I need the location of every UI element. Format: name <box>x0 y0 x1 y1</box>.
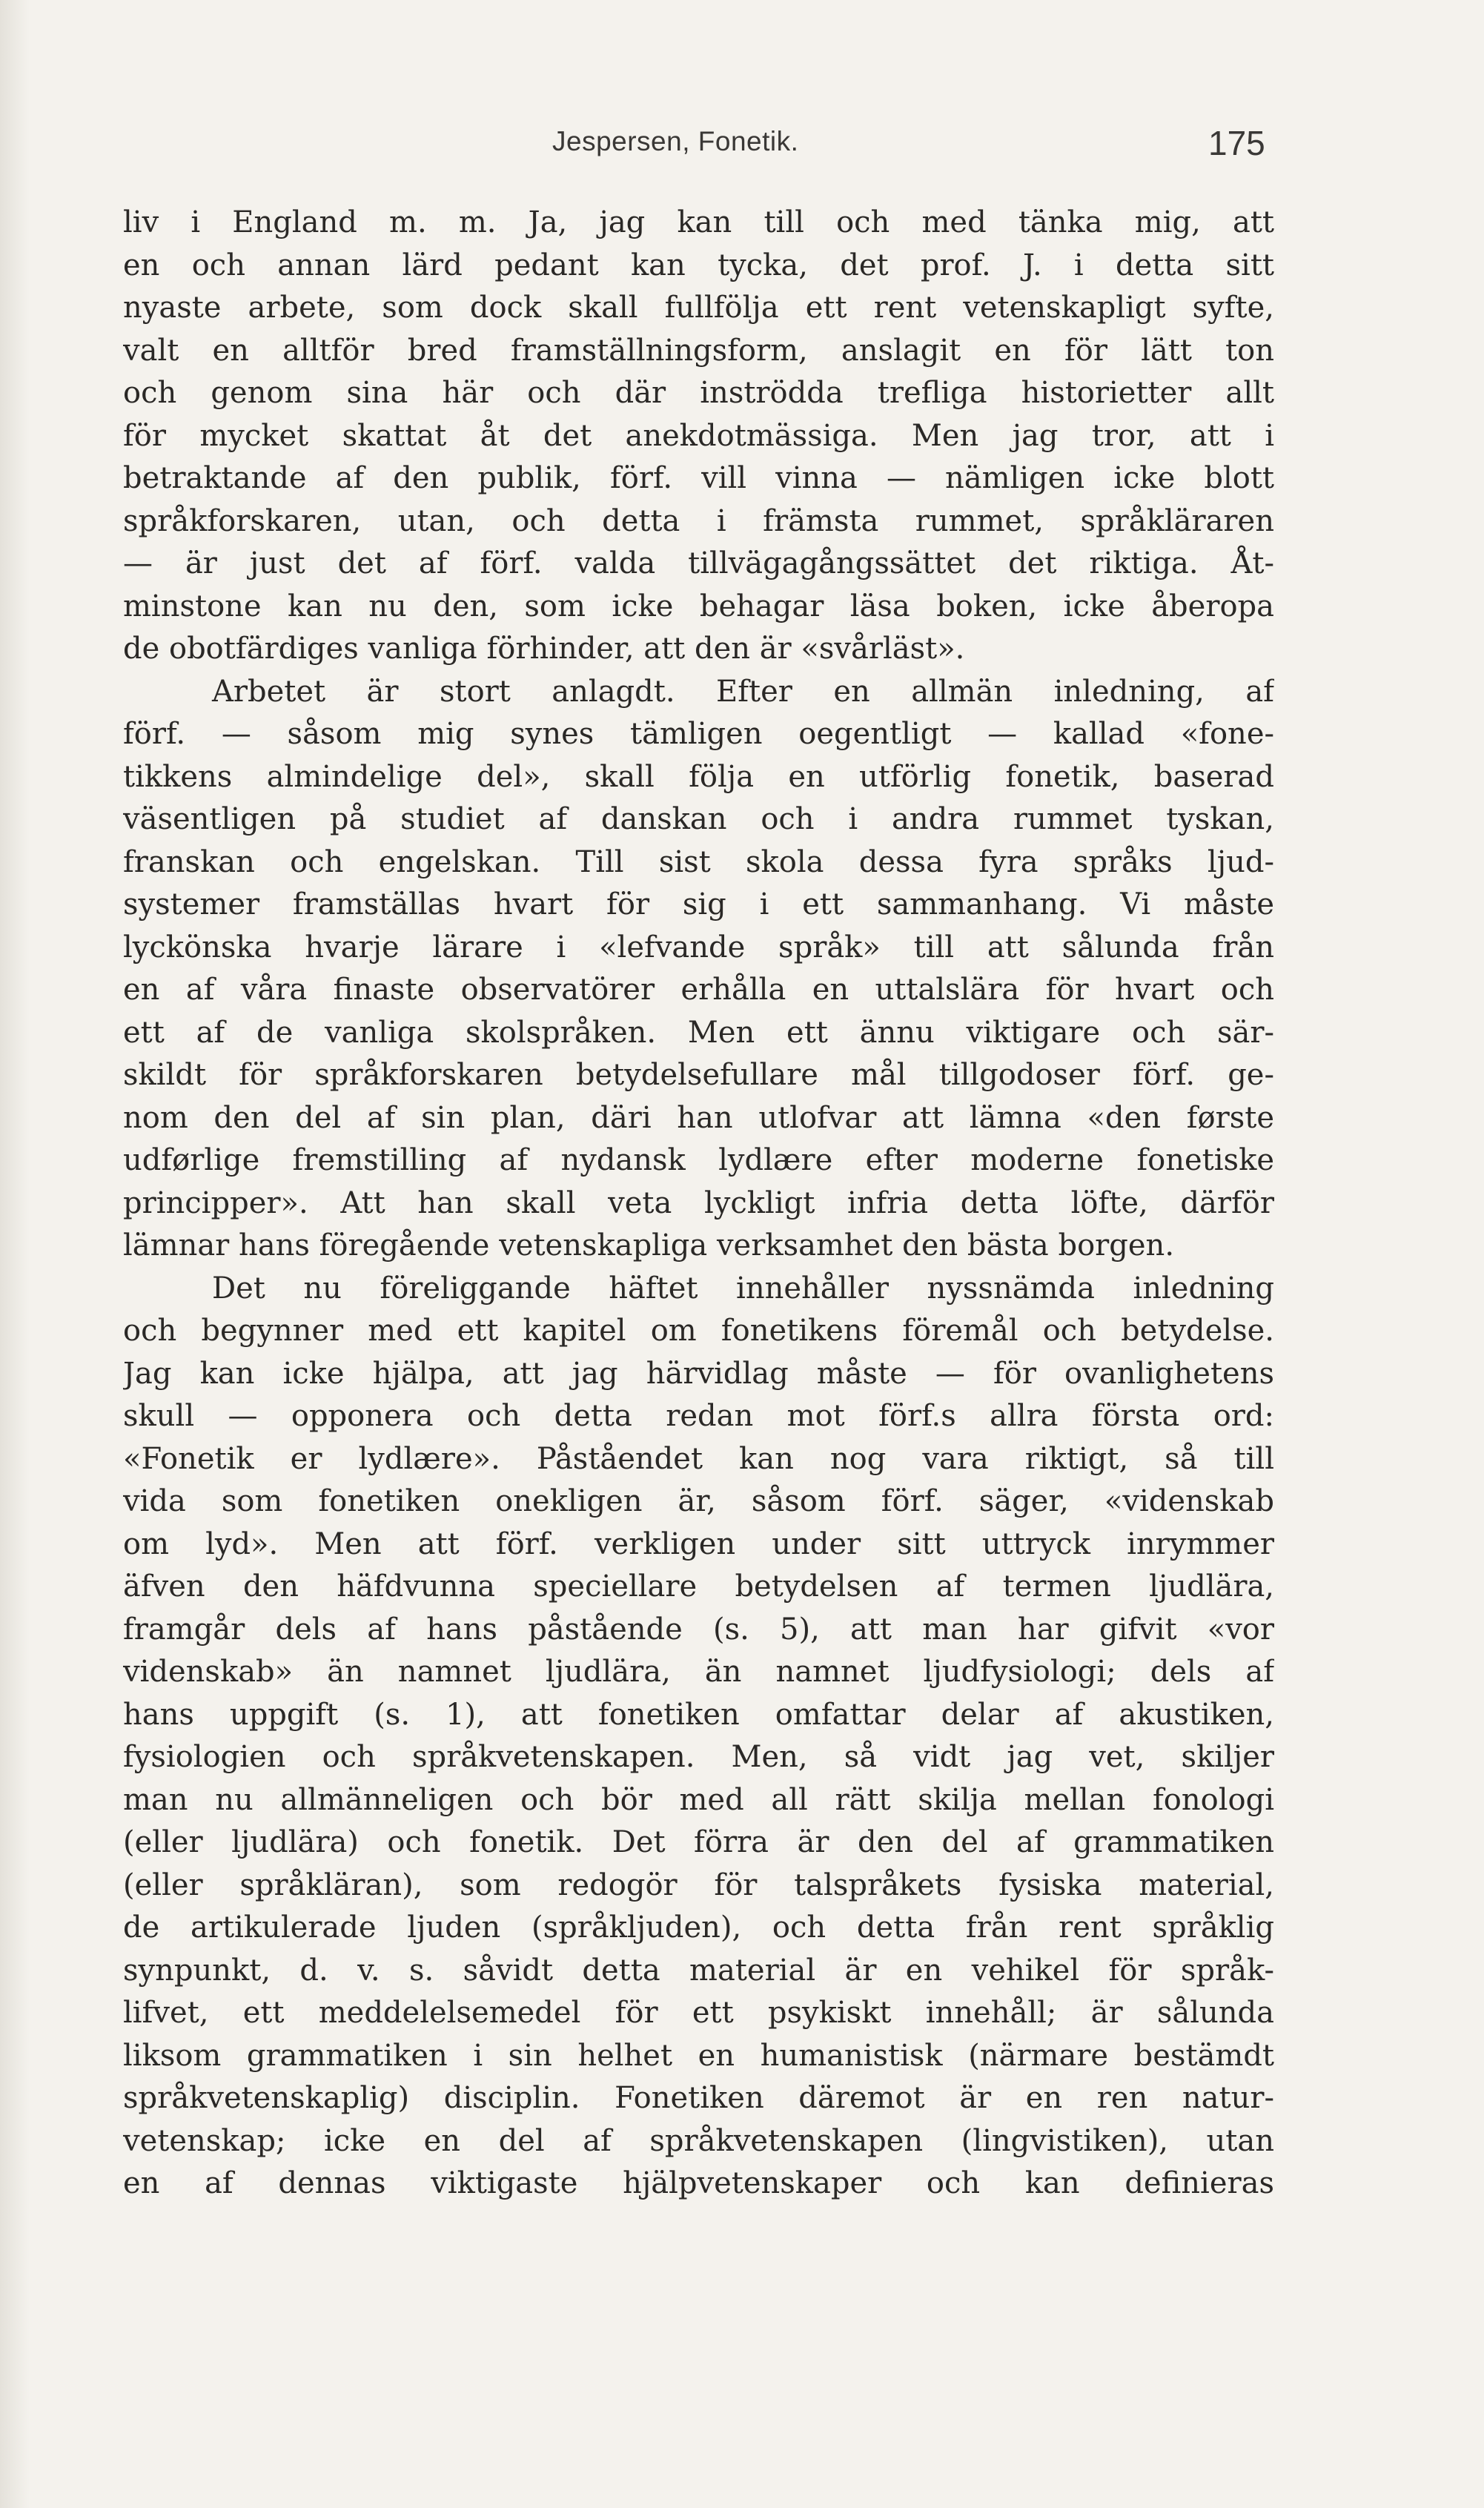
text-line: fysiologien och språkvetenskapen. Men, så vidt jag vet, skiljer <box>123 1740 1274 1774</box>
text-line: Jag kan icke hjälpa, att jag härvidlag måste — för ovanlighetens <box>123 1356 1274 1391</box>
text-line: väsentligen på studiet af danskan och i andra rummet tyskan, <box>123 802 1274 836</box>
text-line: (eller språkläran), som redogör för talspråkets fysiska material, <box>123 1867 1274 1902</box>
text-line: vetenskap; icke en del af språkvetenskapen (lingvistiken), utan <box>123 2123 1274 2158</box>
text-line: för mycket skattat åt det anekdotmässiga. Men jag tror, att i <box>123 418 1274 453</box>
text-line: «Fonetik er lydlære». Påståendet kan nog vara riktigt, så till <box>123 1441 1274 1476</box>
text-line: principper». Att han skall veta lyckligt infria detta löfte, därför <box>123 1185 1274 1220</box>
body-text <box>123 202 1274 2206</box>
text-line: betraktande af den publik, förf. vill vinna — nämligen icke blott <box>123 461 1274 495</box>
text-line: en af våra finaste observatörer erhålla en uttalslära för hvart och <box>123 973 1274 1007</box>
text-line: skildt för språkforskaren betydelsefullare mål tillgodoser förf. ge- <box>123 1058 1274 1092</box>
text-line: Arbetet är stort anlagdt. Efter en allmän inledning, af <box>212 674 1274 709</box>
text-line: man nu allmänneligen och bör med all rätt skilja mellan fonologi <box>123 1782 1274 1817</box>
text-line: liv i England m. m. Ja, jag kan till och med tänka mig, att <box>123 205 1274 239</box>
text-line: liksom grammatiken i sin helhet en humanistisk (närmare bestämdt <box>123 2038 1274 2073</box>
text-line: framgår dels af hans påstående (s. 5), att man har gifvit «vor <box>123 1612 1274 1647</box>
text-line: äfven den häfdvunna speciellare betydelsen af termen ljudlära, <box>123 1569 1274 1604</box>
text-line: videnskab» än namnet ljudlära, än namnet ljudfysiologi; dels af <box>123 1655 1274 1689</box>
text-line: språkvetenskaplig) disciplin. Fonetiken däremot är en ren natur- <box>123 2081 1274 2115</box>
text-line: lämnar hans föregående vetenskapliga verksamhet den bästa borgen. <box>123 1228 1175 1263</box>
text-line: systemer framställas hvart för sig i ett sammanhang. Vi måste <box>123 887 1274 922</box>
text-line: förf. — såsom mig synes tämligen oegentligt — kallad «fone- <box>123 717 1274 751</box>
text-line: en af dennas viktigaste hjälpvetenskaper och kan definieras <box>123 2166 1274 2200</box>
text-line: ett af de vanliga skolspråken. Men ett ännu viktigare och sär- <box>123 1015 1274 1050</box>
text-line: nyaste arbete, som dock skall fullfölja ett rent vetenskapligt syfte, <box>123 291 1274 325</box>
text-line: skull — opponera och detta redan mot förf.s allra första ord: <box>123 1399 1274 1433</box>
page-number: 175 <box>1208 124 1265 162</box>
text-line: synpunkt, d. v. s. såvidt detta material är en vehikel för språk- <box>123 1953 1274 1988</box>
text-line: lyckönska hvarje lärare i «lefvande språk» till att sålunda från <box>123 930 1274 965</box>
text-line: Det nu föreliggande häftet innehåller nyssnämda inledning <box>212 1271 1274 1306</box>
text-line: nom den del af sin plan, däri han utlofvar att lämna «den første <box>123 1100 1274 1135</box>
text-line: franskan och engelskan. Till sist skola dessa fyra språks ljud- <box>123 844 1274 879</box>
text-line: en och annan lärd pedant kan tycka, det prof. J. i detta sitt <box>123 248 1274 282</box>
text-line: och begynner med ett kapitel om fonetikens föremål och betydelse. <box>123 1314 1274 1348</box>
text-line: de obotfärdiges vanliga förhinder, att den är «svårläst». <box>123 632 965 666</box>
gutter-shadow <box>0 0 30 2508</box>
text-line: de artikulerade ljuden (språkljuden), och detta från rent språklig <box>123 1910 1274 1945</box>
text-line: udførlige fremstilling af nydansk lydlære efter moderne fonetiske <box>123 1143 1274 1177</box>
text-line: tikkens almindelige del», skall följa en utförlig fonetik, baserad <box>123 759 1274 794</box>
text-line: om lyd». Men att förf. verkligen under sitt uttryck inrymmer <box>123 1526 1274 1561</box>
text-line: och genom sina här och där inströdda trefliga historietter allt <box>123 376 1274 410</box>
text-line: vida som fonetiken onekligen är, såsom förf. säger, «videnskab <box>123 1484 1274 1518</box>
text-line: minstone kan nu den, som icke behagar läsa boken, icke åberopa <box>123 589 1274 623</box>
text-line: lifvet, ett meddelelsemedel för ett psykiskt innehåll; är sålunda <box>123 1996 1274 2030</box>
running-title: Jespersen, Fonetik. <box>552 126 799 156</box>
text-line: — är just det af förf. valda tillvägagångssättet det riktiga. Åt- <box>123 546 1274 580</box>
text-line: språkforskaren, utan, och detta i främsta rummet, språkläraren <box>123 503 1274 538</box>
text-line: valt en alltför bred framställningsform, anslagit en för lätt ton <box>123 333 1274 368</box>
text-line: hans uppgift (s. 1), att fonetiken omfattar delar af akustiken, <box>123 1697 1274 1732</box>
text-line: (eller ljudlära) och fonetik. Det förra är den del af grammatiken <box>123 1825 1274 1859</box>
